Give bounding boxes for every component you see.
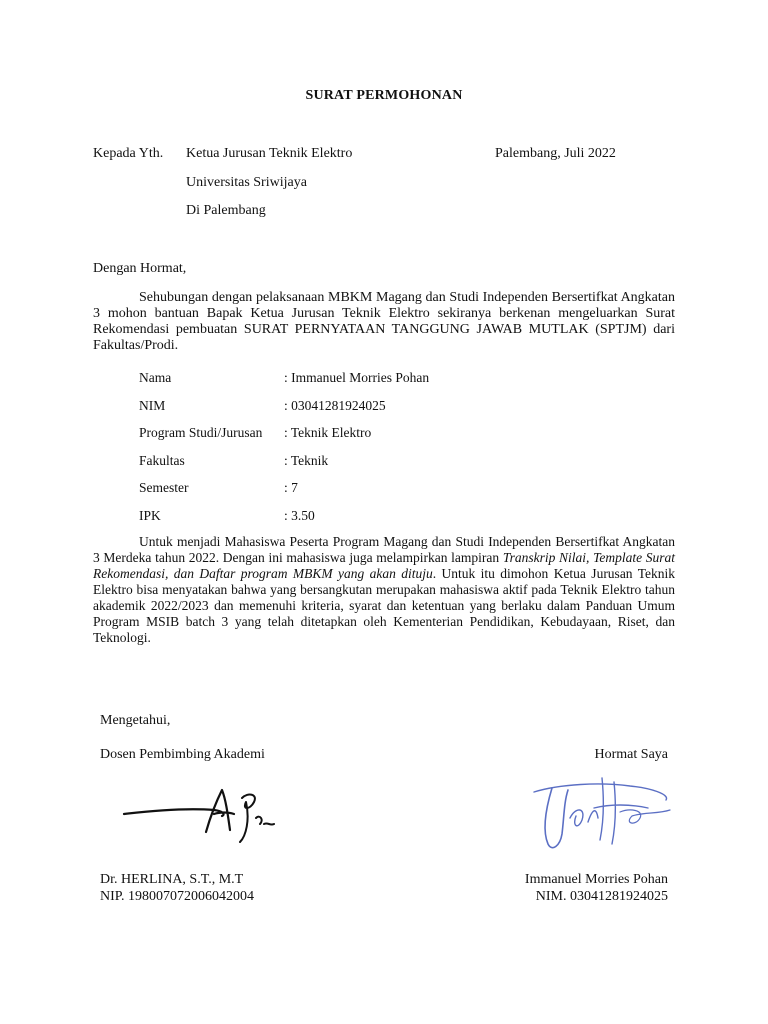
place-date: Palembang, Juli 2022 <box>495 146 616 161</box>
paragraph-2-text: Untuk menjadi Mahasiswa Peserta Program Magang dan Studi Independen Bersertifkat Angkatan 3 Merdeka tahun 2022. Dengan ini mahasiswa juga melampirkan lampiran <box>93 534 675 565</box>
student-row-label: NIM <box>139 397 166 413</box>
student-row-value: : Teknik Elektro <box>284 425 372 440</box>
left-signer-name: Dr. HERLINA, S.T., M.T <box>100 872 244 887</box>
paragraph-1-text: Sehubungan dengan pelaksanaan MBKM Magang dan Studi Independen Bersertifkat Angkatan 3 mohon bantuan Bapak Ketua Jurusan Teknik Elektro sekiranya berkenan mengeluarkan Surat Rekomendasi pembuatan SURAT PERNYATAAN TANGGUNG JAWAB MUTLAK (SPTJM) dari Fakultas/Prodi. <box>93 290 675 353</box>
student-row-label: Nama <box>139 370 172 385</box>
paragraph-2-text-cont: . Untuk itu dimohon Ketua Jurusan Teknik Elektro bisa menyatakan bahwa yang bersangkutan merupakan mahasiswa aktif pada Teknik Elektro tahun akademik 2022/2023 dan memenuhi kriteria, syarat dan ketentuan yang berlaku dalam Panduan Umum Program MSIB batch 3 yang telah ditetapkan oleh Kementerian Pendidikan, Kebudayaan, Riset, dan Teknologi. <box>93 566 675 645</box>
paragraph-1 <box>93 290 675 354</box>
paragraph-2 <box>93 534 675 646</box>
right-signer-role: Hormat Saya <box>594 747 668 762</box>
applicant-signature <box>520 768 680 858</box>
left-signer-id: NIP. 198007072006042004 <box>100 889 255 904</box>
right-signer-name: Immanuel Morries Pohan <box>524 872 668 887</box>
paragraph-2-attachments: Transkrip Nilai, Template Surat Rekomendasi, dan Daftar program MBKM yang akan dituju <box>93 550 676 581</box>
student-row-label: Semester <box>139 480 189 495</box>
student-row-value: : 7 <box>284 480 298 495</box>
recipient-to-label: Kepada Yth. <box>93 146 164 161</box>
recipient-line-3: Di Palembang <box>186 203 266 218</box>
greeting: Dengan Hormat, <box>93 261 187 276</box>
student-row-label: IPK <box>139 507 161 523</box>
student-row-value: : Teknik <box>284 452 329 468</box>
student-row-value: : 3.50 <box>284 507 315 523</box>
student-row-label: Program Studi/Jurusan <box>139 425 263 440</box>
student-row-value: : 03041281924025 <box>284 397 386 413</box>
acknowledged-label: Mengetahui, <box>100 713 171 728</box>
document-title: SURAT PERMOHONAN <box>305 88 463 103</box>
student-row-value: : Immanuel Morries Pohan <box>284 370 430 385</box>
advisor-signature <box>118 780 288 850</box>
recipient-line-1: Ketua Jurusan Teknik Elektro <box>186 146 353 161</box>
left-signer-role: Dosen Pembimbing Akademi <box>100 747 265 762</box>
student-row-label: Fakultas <box>139 452 185 468</box>
right-signer-id: NIM. 03041281924025 <box>535 889 668 904</box>
recipient-line-2: Universitas Sriwijaya <box>186 175 307 190</box>
